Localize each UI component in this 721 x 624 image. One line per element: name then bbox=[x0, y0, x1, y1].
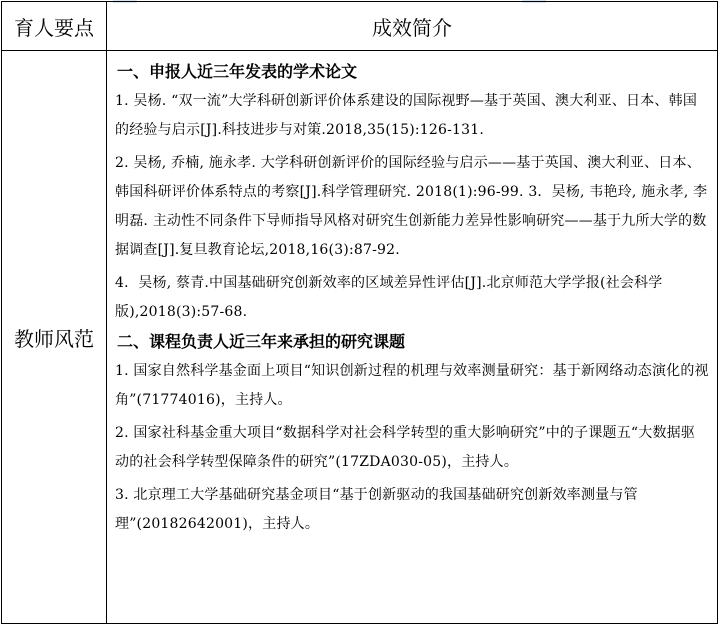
section2-title: 二、课程负责人近三年来承担的研究课题 bbox=[117, 332, 406, 351]
content-cell bbox=[107, 51, 718, 624]
achievement-table bbox=[1, 1, 718, 624]
project-item-1: 1. 国家自然科学基金面上项目“知识创新过程的机理与效率测量研究：基于新网络动态演化的视角”(71774016)，主持人。 bbox=[115, 363, 709, 408]
section1-title: 一、申报人近三年发表的学术论文 bbox=[117, 62, 358, 81]
header-education-points: 育人要点 bbox=[2, 2, 107, 51]
paper-item-4: 4．吴杨, 蔡青.中国基础研究创新效率的区域差异性评估[J].北京师范大学学报(社会科学版),2018(3):57-68. bbox=[115, 275, 663, 320]
paper-item-2: 2. 吴杨, 乔楠, 施永孝. 大学科研创新评价的国际经验与启示——基于英国、澳大利亚、日本、韩国科研评价体系特点的考察[J].科学管理研究. 2018(1):96-99. 3．吴杨, 韦艳玲, 施永孝, 李明磊. 主动性不同条件下导师指导风格对研究生创新能力差异性影响研究——基于九所大学的数据调查[J].复旦教育论坛,2018,16(3):87-92. bbox=[115, 155, 708, 258]
row-label-teacher-style: 教师风范 bbox=[2, 51, 107, 624]
paper-item-1: 1. 吴杨. “双一流”大学科研创新评价体系建设的国际视野—基于英国、澳大利亚、日本、韩国的经验与启示[J].科技进步与对策.2018,35(15):126-131. bbox=[115, 93, 698, 138]
header-outcome-summary: 成效简介 bbox=[107, 2, 718, 51]
project-item-2: 2. 国家社科基金重大项目“数据科学对社会科学转型的重大影响研究”中的子课题五“大数据驱动的社会科学转型保障条件的研究”(17ZDA030-05)，主持人。 bbox=[115, 425, 696, 470]
project-item-3: 3. 北京理工大学基础研究基金项目“基于创新驱动的我国基础研究创新效率测量与管理”(20182642001)，主持人。 bbox=[115, 487, 638, 532]
header-row bbox=[2, 2, 718, 51]
content-row bbox=[2, 51, 718, 624]
